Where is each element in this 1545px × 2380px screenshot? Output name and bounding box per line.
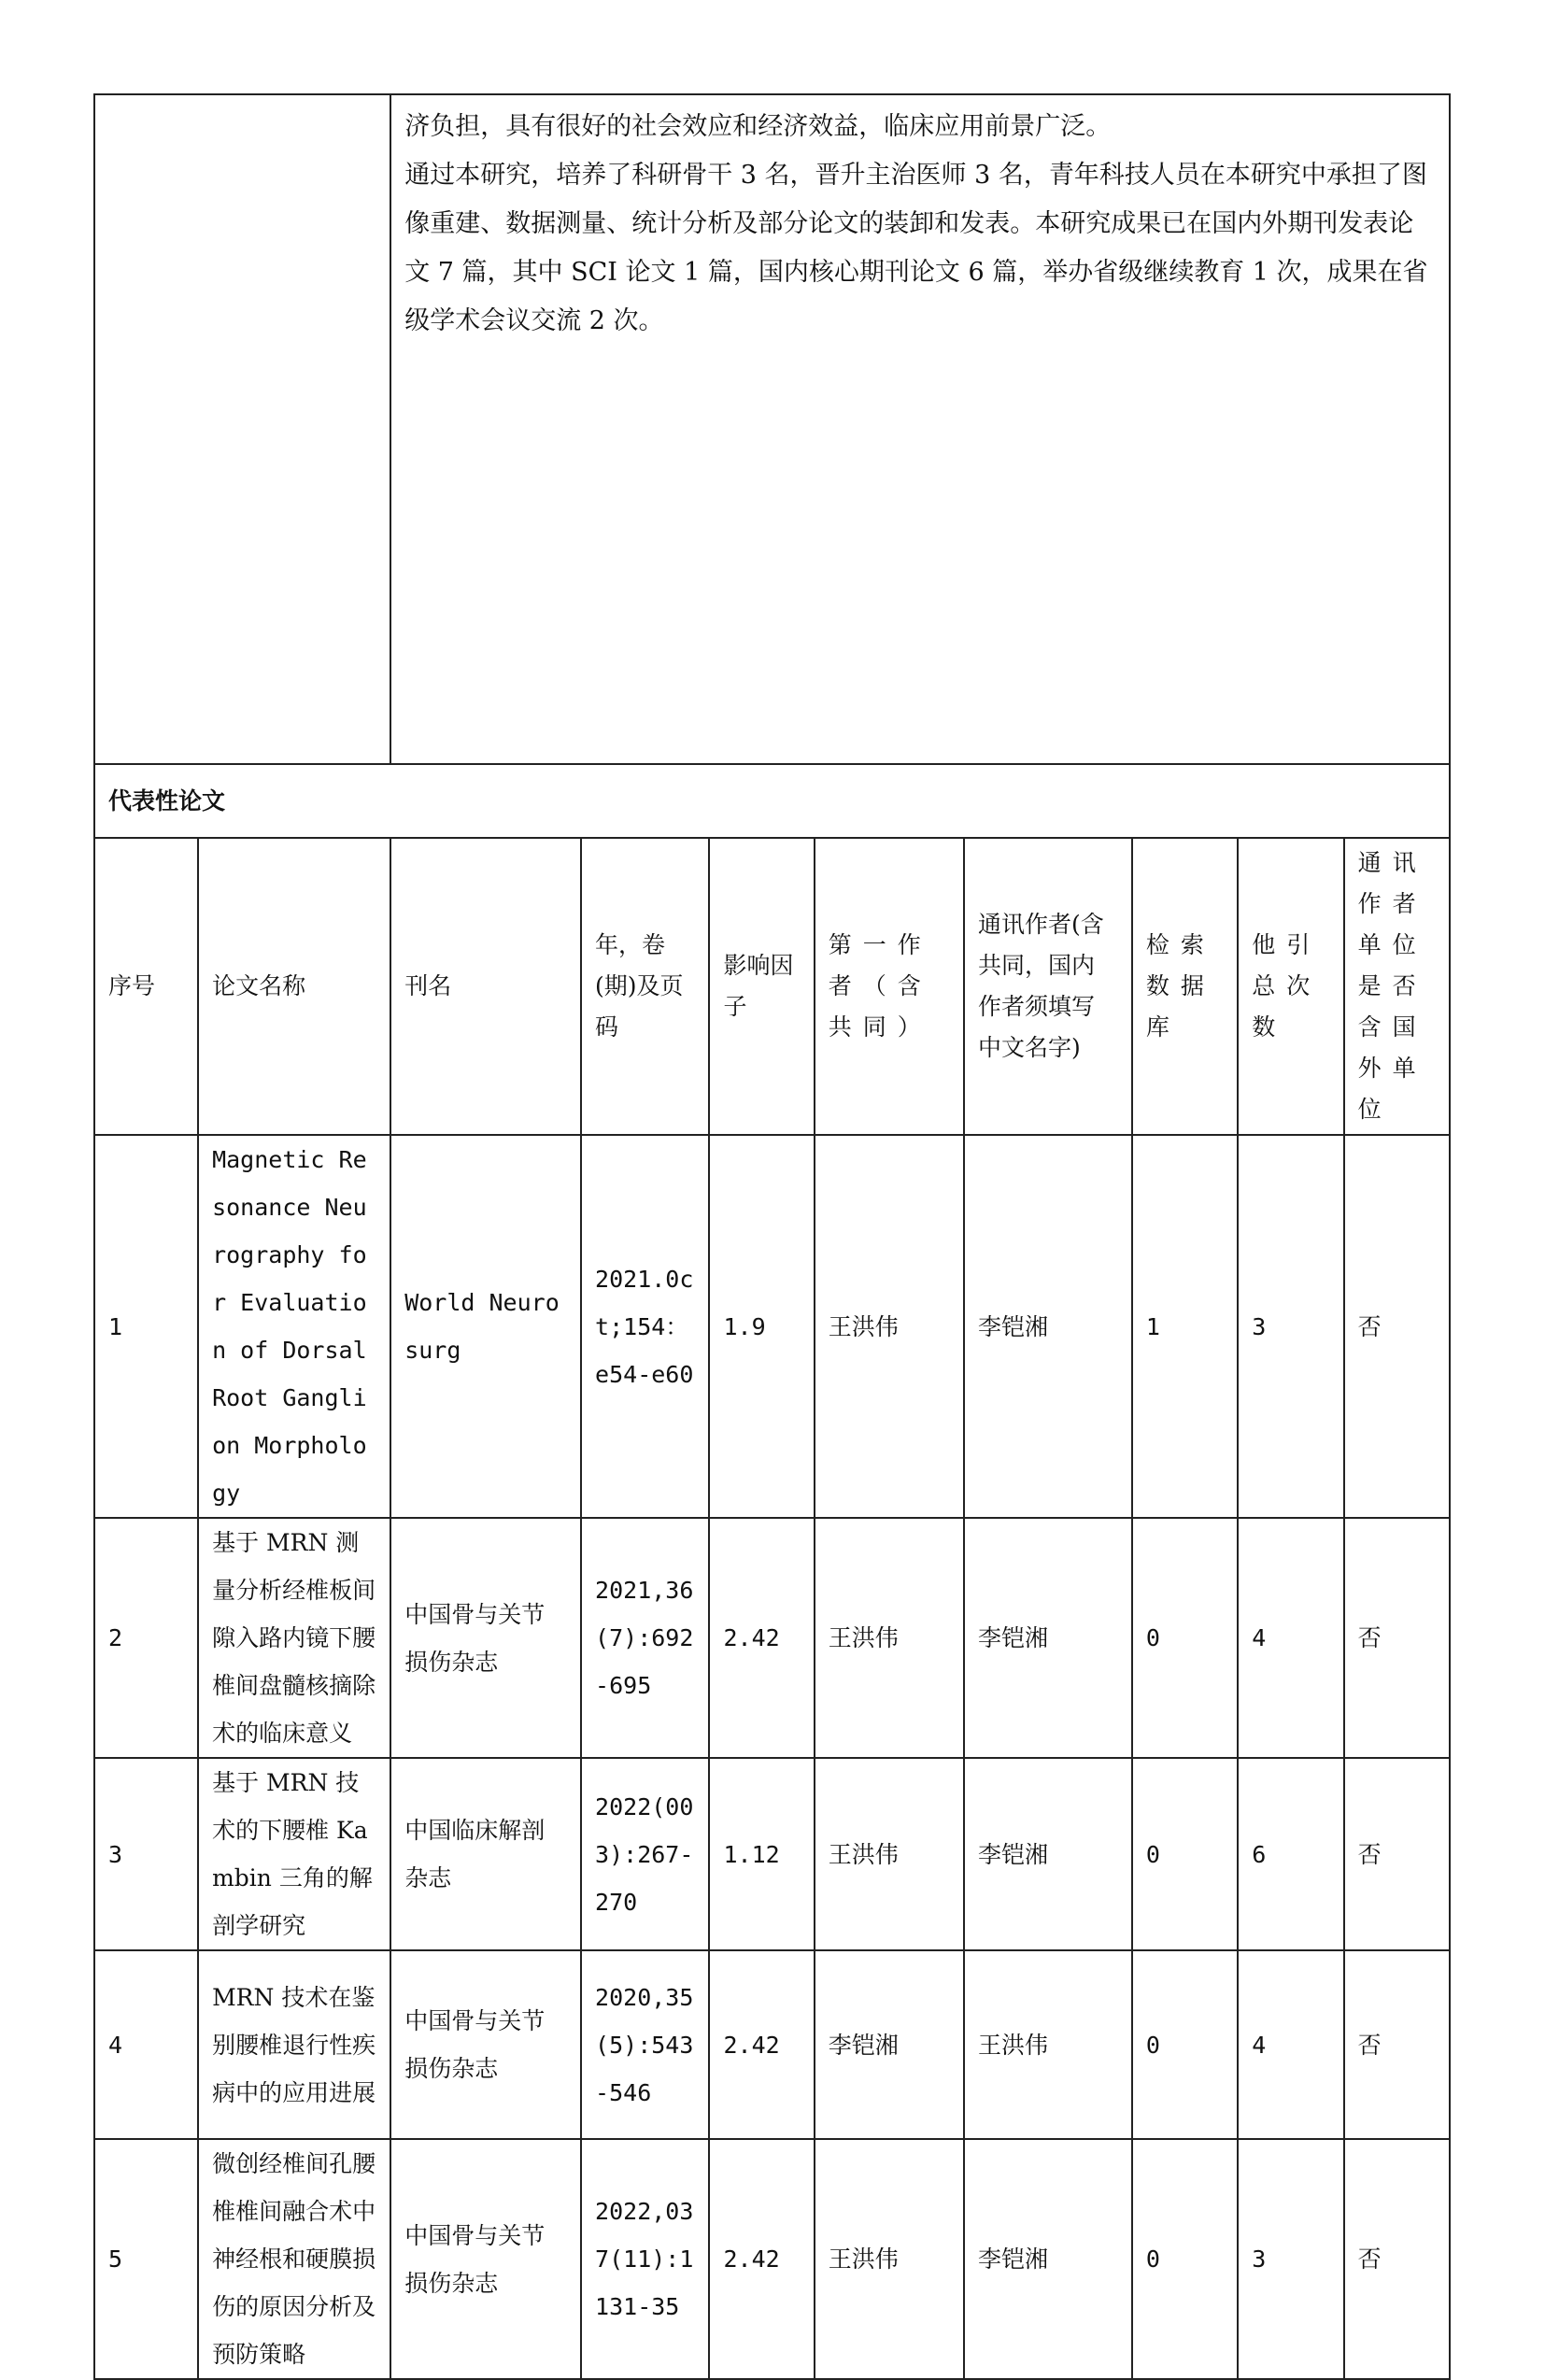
- cell-foreign-unit: 否: [1344, 1950, 1450, 2139]
- cell-corresponding-author: 李铠湘: [964, 2139, 1132, 2379]
- table-row: [94, 1758, 1450, 1950]
- summary-label-cell: [94, 94, 390, 764]
- summary-row: [94, 94, 1450, 764]
- cell-index: 5: [94, 2139, 198, 2379]
- cell-journal: 中国骨与关节损伤杂志: [390, 1518, 581, 1758]
- cell-foreign-unit: 否: [1344, 1135, 1450, 1518]
- cell-corresponding-author: 李铠湘: [964, 1518, 1132, 1758]
- table-row: [94, 1950, 1450, 2139]
- cell-journal: 中国临床解剖杂志: [390, 1758, 581, 1950]
- cell-citations: 4: [1238, 1950, 1343, 2139]
- cell-index: 2: [94, 1518, 198, 1758]
- cell-index: 4: [94, 1950, 198, 2139]
- cell-first-author: 李铠湘: [815, 1950, 964, 2139]
- cell-impact-factor: 1.12: [709, 1758, 814, 1950]
- section-title-row: [94, 764, 1450, 838]
- cell-database: 0: [1132, 1758, 1238, 1950]
- cell-impact-factor: 2.42: [709, 1950, 814, 2139]
- cell-citations: 3: [1238, 1135, 1343, 1518]
- table-row: [94, 1518, 1450, 1758]
- table-header-row: [94, 838, 1450, 1135]
- cell-year-volume-pages: 2020,35(5):543-546: [581, 1950, 709, 2139]
- cell-first-author: 王洪伟: [815, 1758, 964, 1950]
- cell-year-volume-pages: 2022,037(11):1131-35: [581, 2139, 709, 2379]
- cell-corresponding-author: 李铠湘: [964, 1135, 1132, 1518]
- summary-line: 济负担，具有很好的社会效应和经济效益，临床应用前景广泛。: [404, 112, 1112, 141]
- cell-corresponding-author: 李铠湘: [964, 1758, 1132, 1950]
- cell-journal: 中国骨与关节损伤杂志: [390, 2139, 581, 2379]
- cell-title: 基于 MRN 测量分析经椎板间隙入路内镜下腰椎间盘髓核摘除术的临床意义: [198, 1518, 390, 1758]
- cell-year-volume-pages: 2021.0ct;154：e54-e60: [581, 1135, 709, 1518]
- header-index: 序号: [94, 838, 198, 1135]
- cell-database: 0: [1132, 2139, 1238, 2379]
- cell-citations: 6: [1238, 1758, 1343, 1950]
- header-corresponding-author: 通讯作者(含共同，国内作者须填写中文名字): [964, 838, 1132, 1135]
- cell-first-author: 王洪伟: [815, 2139, 964, 2379]
- cell-index: 3: [94, 1758, 198, 1950]
- cell-title: Magnetic Resonance Neurography for Evaluation of Dorsal Root Ganglion Morphology: [198, 1135, 390, 1518]
- cell-database: 0: [1132, 1518, 1238, 1758]
- cell-title: 微创经椎间孔腰椎椎间融合术中神经根和硬膜损伤的原因分析及预防策略: [198, 2139, 390, 2379]
- cell-citations: 3: [1238, 2139, 1343, 2379]
- summary-cell: [390, 94, 1450, 764]
- table-row: [94, 2139, 1450, 2379]
- cell-citations: 4: [1238, 1518, 1343, 1758]
- cell-database: 1: [1132, 1135, 1238, 1518]
- header-impact-factor: 影响因子: [709, 838, 814, 1135]
- cell-journal: World Neurosurg: [390, 1135, 581, 1518]
- cell-journal: 中国骨与关节损伤杂志: [390, 1950, 581, 2139]
- cell-index: 1: [94, 1135, 198, 1518]
- cell-foreign-unit: 否: [1344, 1518, 1450, 1758]
- cell-first-author: 王洪伟: [815, 1135, 964, 1518]
- header-title: 论文名称: [198, 838, 390, 1135]
- cell-foreign-unit: 否: [1344, 1758, 1450, 1950]
- header-database: 检索数据库: [1132, 838, 1238, 1135]
- summary-text: [391, 95, 1449, 346]
- cell-corresponding-author: 王洪伟: [964, 1950, 1132, 2139]
- header-foreign-unit: 通讯作者单位是否含国外单位: [1344, 838, 1450, 1135]
- cell-impact-factor: 2.42: [709, 2139, 814, 2379]
- cell-year-volume-pages: 2022(003):267-270: [581, 1758, 709, 1950]
- section-title: 代表性论文: [94, 764, 1450, 838]
- cell-database: 0: [1132, 1950, 1238, 2139]
- document-table: [93, 93, 1451, 2380]
- cell-title: MRN 技术在鉴别腰椎退行性疾病中的应用进展: [198, 1950, 390, 2139]
- cell-foreign-unit: 否: [1344, 2139, 1450, 2379]
- header-first-author: 第一作者（含共同）: [815, 838, 964, 1135]
- header-citations: 他引总次数: [1238, 838, 1343, 1135]
- table-row: [94, 1135, 1450, 1518]
- summary-line: 通过本研究，培养了科研骨干 3 名，晋升主治医师 3 名，青年科技人员在本研究中承担了图像重建、数据测量、统计分析及部分论文的装卸和发表。本研究成果已在国内外期刊发表论文 7 篇，其中 SCI 论文 1 篇，国内核心期刊论文 6 篇，举办省级继续教育 1 次，成果在省级学术会议交流 2 次。: [404, 161, 1428, 335]
- cell-first-author: 王洪伟: [815, 1518, 964, 1758]
- cell-title: 基于 MRN 技术的下腰椎 Kambin 三角的解剖学研究: [198, 1758, 390, 1950]
- header-journal: 刊名: [390, 838, 581, 1135]
- cell-year-volume-pages: 2021,36(7):692-695: [581, 1518, 709, 1758]
- header-year-volume-pages: 年，卷(期)及页码: [581, 838, 709, 1135]
- cell-impact-factor: 1.9: [709, 1135, 814, 1518]
- cell-impact-factor: 2.42: [709, 1518, 814, 1758]
